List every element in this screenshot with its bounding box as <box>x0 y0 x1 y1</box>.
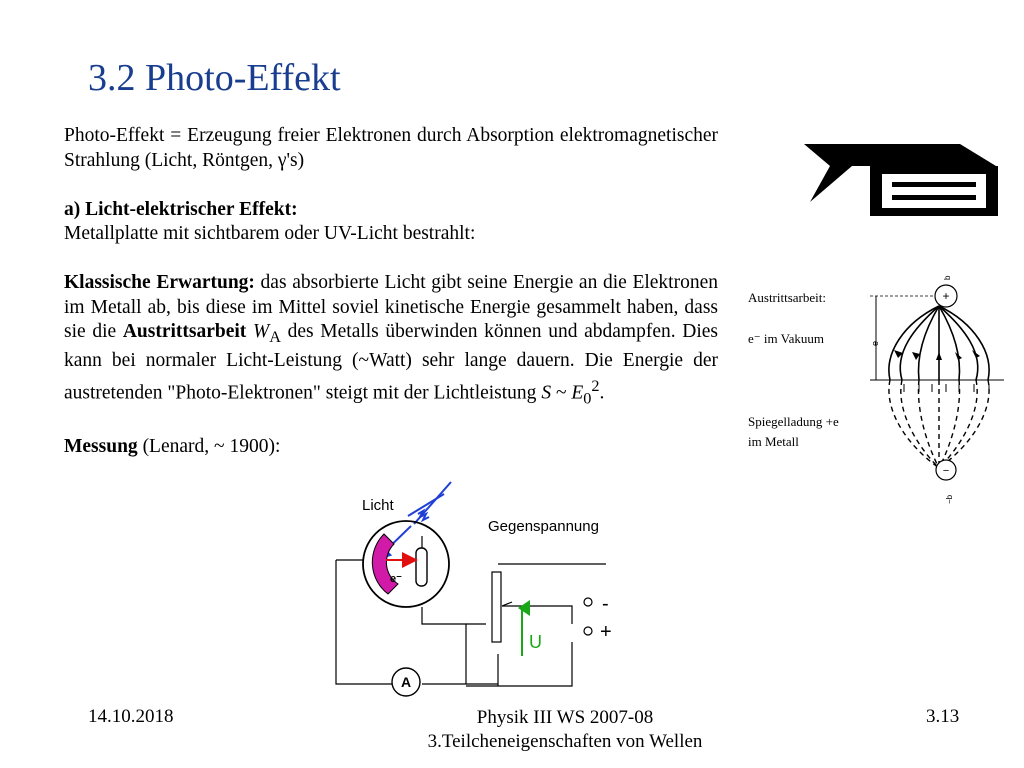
gegenspannung-label: Gegenspannung <box>488 518 599 535</box>
footer-date: 14.10.2018 <box>88 706 174 727</box>
electron-label: e⁻ <box>390 573 402 585</box>
slide-title: 3.2 Photo-Effekt <box>88 57 341 99</box>
lenard-circuit-diagram <box>326 476 656 702</box>
section-a-text: Metallplatte mit sichtbarem oder UV-Licht bestrahlt: <box>64 223 476 244</box>
equals-logo-icon <box>800 140 1005 220</box>
section-a-heading: a) Licht-elektrischer Effekt: <box>64 198 298 220</box>
svg-text:b: b <box>943 275 952 280</box>
definition-paragraph <box>64 124 718 173</box>
voltage-label: U <box>529 632 542 652</box>
austrittsarbeit-term: Austrittsarbeit <box>122 321 247 342</box>
classical-label: Klassische Erwartung: <box>64 272 255 293</box>
svg-text:e: e <box>870 340 880 346</box>
footer-course: Physik III WS 2007-08 3.Teilcheneigenschaften von Wellen <box>427 707 703 752</box>
positive-charge: + <box>942 289 950 303</box>
svg-text:−b: −b <box>945 494 954 504</box>
austrittsarbeit-label: Austrittsarbeit: <box>748 290 826 305</box>
measurement-line: Messung (Lenard, ~ 1900): <box>64 436 281 458</box>
terminal-plus: + <box>600 621 612 643</box>
field-line-diagram <box>864 268 1014 508</box>
metall-label: im Metall <box>748 434 799 449</box>
spiegelladung-label: Spiegelladung +e <box>748 414 839 429</box>
footer-page-number: 3.13 <box>926 706 960 727</box>
definition-term: Photo-Effekt <box>64 125 165 146</box>
mirror-charge: − <box>942 465 950 477</box>
definition-text: = Erzeugung freier Elektronen durch Absorption elektromagnetischer Strahlung (Licht, Röntgen, γ's) <box>64 125 718 171</box>
vakuum-label: e⁻ im Vakuum <box>748 331 824 346</box>
slide-body <box>64 124 718 460</box>
classical-expectation-paragraph: Klassische Erwartung: das absorbierte Licht gibt seine Energie an die Elektronen im Metall ab, bis diese im Mittel soviel kinetische Energie gesammelt haben, dass sie die Austrittsarbeit $W_A$ des Metalls überwinden können und abdampfen. Dies kann bei normaler Licht-Leistung (~Watt) sehr lange dauern. Die Energie der austretenden "Photo-Elektronen" steigt mit der Lichtleistung S ~ $E_0^2$. <box>64 272 719 408</box>
terminal-minus: - <box>602 593 609 615</box>
ammeter-label: A <box>400 674 412 690</box>
licht-label: Licht <box>362 497 394 514</box>
